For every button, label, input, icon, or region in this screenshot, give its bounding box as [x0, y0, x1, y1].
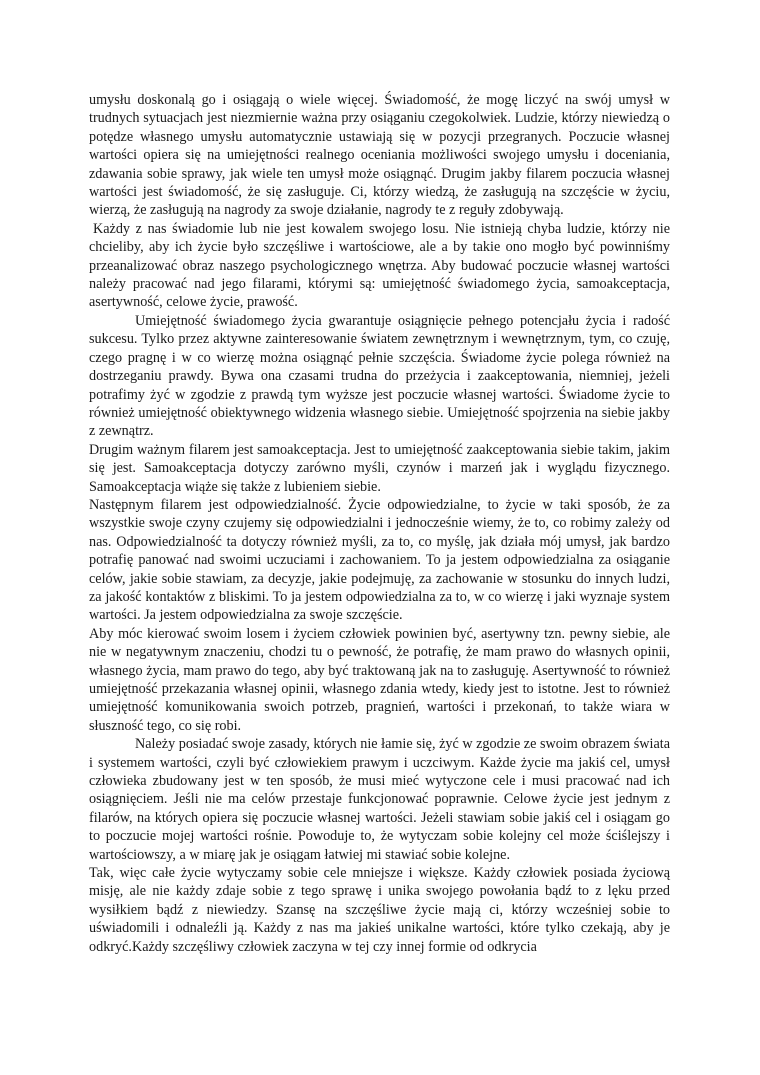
document-body — [89, 91, 670, 956]
paragraph-5: Następnym filarem jest odpowiedzialność. Życie odpowiedzialne, to życie w taki sposób, że za wszystkie swoje czyny czujemy się odpowiedzialni i jednocześnie wiemy, że to, co robimy zależy od nas. Odpowiedzialność ta dotyczy również myśli, za to, co myślę, jak działa mój umysł, jak bardzo potrafię panować nad swoimi uczuciami i zachowaniem. To ja jestem odpowiedzialna za osiąganie celów, jakie sobie stawiam, za decyzje, jakie podejmuję, za zachowanie w stosunku do innych ludzi, za jakość kontaktów z bliskimi. To ja jestem odpowiedzialna za to, w co wierzę i jaki wyznaje system wartości. Ja jestem odpowiedzialna za swoje szczęście. — [89, 496, 670, 624]
paragraph-2: Każdy z nas świadomie lub nie jest kowalem swojego losu. Nie istnieją chyba ludzie, którzy nie chcieliby, aby ich życie było szczęśliwe i wartościowe, ale a by takie ono mogło być powinniśmy przeanalizować obraz naszego psychologicznego wnętrza. Aby budować poczucie własnej wartości należy pracować nad jego filarami, którymi są: umiejętność świadomego życia, samoakceptacja, asertywność, celowe życie, prawość. — [89, 220, 670, 311]
paragraph-3: Umiejętność świadomego życia gwarantuje osiągnięcie pełnego potencjału życia i radość sukcesu. Tylko przez aktywne zainteresowanie światem zewnętrznym i wewnętrznym, tym, co czuję, czego pragnę i w co wierzę można osiągnąć pełnie szczęścia. Świadome życie polega również na dostrzeganiu prawdy. Bywa ona czasami trudna do przeżycia i zaakceptowania, niemniej, jeżeli potrafimy żyć w zgodzie z prawdą tym wyższe jest poczucie własnej wartości. Świadome życie to również umiejętność obiektywnego widzenia własnego siebie. Umiejętność spojrzenia na siebie jakby z zewnątrz. — [89, 312, 670, 440]
paragraph-7: Należy posiadać swoje zasady, których nie łamie się, żyć w zgodzie ze swoim obrazem świata i systemem wartości, czyli być człowiekiem prawym i uczciwym. Każde życie ma jakiś cel, umysł człowieka zbudowany jest w ten sposób, że musi mieć wytyczone cele i musi pracować nad ich osiągnięciem. Jeśli nie ma celów przestaje funkcjonować poprawnie. Celowe życie jest jednym z filarów, na których opiera się poczucie własnej wartości. Jeżeli stawiam sobie jakiś cel i osiągam go to poczucie mojej wartości rośnie. Powoduje to, że wytyczam sobie kolejny cel może ściślejszy i wartościowszy, a w miarę jak je osiągam łatwiej mi stawiać sobie kolejne. — [89, 736, 670, 863]
paragraph-6: Aby móc kierować swoim losem i życiem człowiek powinien być, asertywny tzn. pewny siebie, ale nie w negatywnym znaczeniu, chodzi tu o pewność, że potrafię, że mam prawo do własnych opinii, własnego życia, mam prawo do tego, aby być traktowaną jak na to zasługuję. Asertywność to również umiejętność przekazania własnej opinii, własnego zdania wtedy, kiedy jest to istotne. Jest to również umiejętność komunikowania swoich potrzeb, pragnień, wartości i przekonań, to także wiara w słuszność tego, co się robi. — [89, 625, 670, 734]
paragraph-1: umysłu doskonalą go i osiągają o wiele więcej. Świadomość, że mogę liczyć na swój umysł w trudnych sytuacjach jest niezmiernie ważna przy osiąganiu czegokolwiek. Ludzie, którzy niewiedzą o potędze własnego umysłu automatycznie ustawiają się w pozycji przegranych. Poczucie własnej wartości opiera się na umiejętności realnego oceniania możliwości swojego umysłu i doceniania, zdawania sobie sprawy, jak wiele ten umysł może osiągnąć. Drugim jakby filarem poczucia własnej wartości jest świadomość, że się zasługuje. Ci, którzy wiedzą, że zasługują na szczęście w życiu, wierzą, że zasługują na nagrody za swoje działanie, nagrody te z reguły zdobywają. — [89, 92, 670, 219]
paragraph-4: Drugim ważnym filarem jest samoakceptacja. Jest to umiejętność zaakceptowania siebie takim, jakim się jest. Samoakceptacja dotyczy zarówno myśli, czynów i marzeń jak i wyglądu fizycznego. Samoakceptacja wiąże się także z lubieniem siebie. — [89, 441, 670, 495]
paragraph-8: Tak, więc całe życie wytyczamy sobie cele mniejsze i większe. Każdy człowiek posiada życiową misję, ale nie każdy zdaje sobie z tego sprawę i unika swojego powołania bądź to z lęku przed wysiłkiem bądź z niewiedzy. Szansę na szczęśliwe życie mają ci, którzy wcześniej sobie to uświadomili i odnaleźli ją. Każdy z nas ma jakieś unikalne wartości, które tylko czekają, aby je odkryć.Każdy szczęśliwy człowiek zaczyna w tej czy innej formie od odkrycia — [89, 865, 670, 955]
